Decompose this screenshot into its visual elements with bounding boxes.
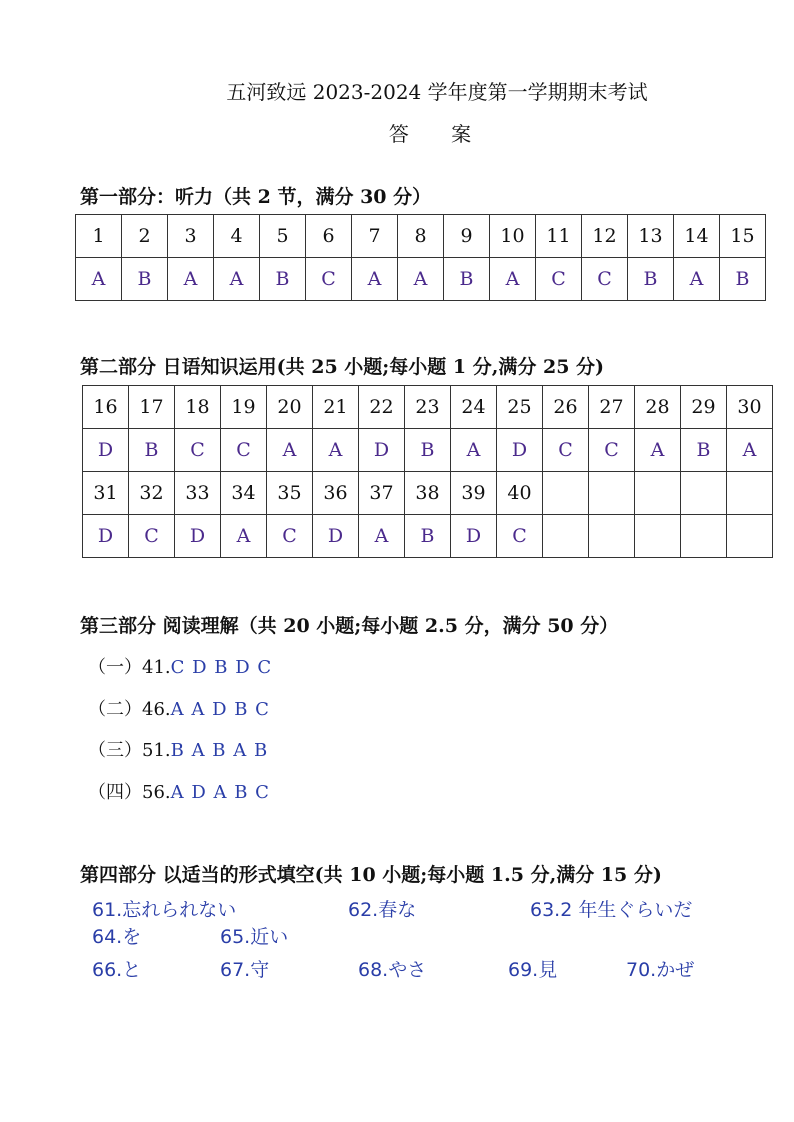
- answer-cell: B: [260, 258, 306, 301]
- answer-cell: D: [451, 515, 497, 558]
- answer-cell: D: [313, 515, 359, 558]
- question-number-cell: 36: [313, 472, 359, 515]
- answer-cell: C: [175, 429, 221, 472]
- answer-cell: [589, 515, 635, 558]
- table-row: [76, 215, 766, 258]
- answer-cell: A: [352, 258, 398, 301]
- fill-answer-65: 65.近い: [220, 926, 289, 948]
- question-number-cell: 38: [405, 472, 451, 515]
- answer-cell: B: [628, 258, 674, 301]
- answer-cell: C: [221, 429, 267, 472]
- answer-cell: C: [129, 515, 175, 558]
- fill-answer-66: 66.と: [92, 959, 142, 981]
- table-row: [83, 386, 773, 429]
- question-number-cell: 23: [405, 386, 451, 429]
- answer-cell: [681, 515, 727, 558]
- answer-cell: A: [398, 258, 444, 301]
- answer-cell: B: [681, 429, 727, 472]
- reading-answer-row: [88, 778, 270, 804]
- answer-cell: C: [306, 258, 352, 301]
- reading-answers: C D B D C: [170, 657, 273, 678]
- answer-cell: A: [674, 258, 720, 301]
- answer-cell: A: [635, 429, 681, 472]
- question-number-cell: 26: [543, 386, 589, 429]
- part3-heading: 第三部分 阅读理解（共 20 小题;每小题 2.5 分，满分 50 分）: [80, 615, 619, 637]
- answer-cell: D: [83, 429, 129, 472]
- answer-cell: A: [168, 258, 214, 301]
- answer-cell: A: [76, 258, 122, 301]
- question-number-cell: 28: [635, 386, 681, 429]
- question-number-cell: 34: [221, 472, 267, 515]
- fill-answer-70: 70.かぜ: [626, 959, 695, 981]
- part4-heading: 第四部分 以适当的形式填空(共 10 小题;每小题 1.5 分,满分 15 分): [80, 864, 662, 886]
- question-number-cell: 7: [352, 215, 398, 258]
- question-number-cell: [681, 472, 727, 515]
- part1-heading: 第一部分：听力（共 2 节，满分 30 分）: [80, 186, 432, 208]
- question-number-cell: 3: [168, 215, 214, 258]
- fill-answer-62: 62.春な: [348, 899, 417, 921]
- question-number-cell: [589, 472, 635, 515]
- answer-cell: C: [536, 258, 582, 301]
- question-number-cell: 4: [214, 215, 260, 258]
- answer-cell: D: [83, 515, 129, 558]
- question-number-cell: 31: [83, 472, 129, 515]
- reading-label: （二）46.: [88, 699, 171, 720]
- answer-cell: A: [727, 429, 773, 472]
- reading-answer-row: [88, 695, 270, 721]
- answer-cell: C: [267, 515, 313, 558]
- question-number-cell: 39: [451, 472, 497, 515]
- answer-cell: B: [405, 429, 451, 472]
- question-number-cell: 22: [359, 386, 405, 429]
- question-number-cell: 33: [175, 472, 221, 515]
- question-number-cell: 40: [497, 472, 543, 515]
- question-number-cell: 32: [129, 472, 175, 515]
- answer-cell: A: [490, 258, 536, 301]
- fill-answer-61: 61.忘れられない: [92, 899, 237, 921]
- question-number-cell: 12: [582, 215, 628, 258]
- answer-cell: B: [122, 258, 168, 301]
- question-number-cell: [727, 472, 773, 515]
- answer-cell: A: [359, 515, 405, 558]
- question-number-cell: 14: [674, 215, 720, 258]
- answer-subtitle: 答 案: [388, 122, 490, 146]
- answer-cell: D: [175, 515, 221, 558]
- answer-cell: A: [267, 429, 313, 472]
- part1-answer-table: [75, 214, 766, 301]
- table-row: [76, 258, 766, 301]
- answer-cell: A: [313, 429, 359, 472]
- question-number-cell: 17: [129, 386, 175, 429]
- reading-label: （四）56.: [88, 782, 171, 803]
- question-number-cell: [635, 472, 681, 515]
- question-number-cell: 25: [497, 386, 543, 429]
- question-number-cell: 13: [628, 215, 674, 258]
- answer-cell: C: [582, 258, 628, 301]
- fill-answer-69: 69.見: [508, 959, 558, 981]
- question-number-cell: 15: [720, 215, 766, 258]
- answer-cell: A: [221, 515, 267, 558]
- question-number-cell: 37: [359, 472, 405, 515]
- question-number-cell: 10: [490, 215, 536, 258]
- reading-answers: B A B A B: [170, 740, 269, 761]
- answer-cell: B: [129, 429, 175, 472]
- question-number-cell: 5: [260, 215, 306, 258]
- answer-cell: [635, 515, 681, 558]
- answer-cell: D: [359, 429, 405, 472]
- answer-cell: B: [444, 258, 490, 301]
- fill-answer-64: 64.を: [92, 926, 142, 948]
- answer-cell: B: [405, 515, 451, 558]
- reading-answers: A D A B C: [170, 782, 270, 803]
- question-number-cell: 16: [83, 386, 129, 429]
- reading-label: （三）51.: [88, 740, 171, 761]
- answer-cell: B: [720, 258, 766, 301]
- table-row: [83, 472, 773, 515]
- question-number-cell: 30: [727, 386, 773, 429]
- question-number-cell: 2: [122, 215, 168, 258]
- reading-label: （一）41.: [88, 657, 171, 678]
- question-number-cell: 20: [267, 386, 313, 429]
- fill-answer-67: 67.守: [220, 959, 270, 981]
- table-row: [83, 515, 773, 558]
- reading-answer-row: [88, 736, 268, 762]
- question-number-cell: 19: [221, 386, 267, 429]
- answer-cell: A: [214, 258, 260, 301]
- fill-answer-63: 63.2 年生ぐらいだ: [530, 899, 693, 921]
- question-number-cell: 6: [306, 215, 352, 258]
- question-number-cell: 35: [267, 472, 313, 515]
- question-number-cell: 27: [589, 386, 635, 429]
- question-number-cell: 8: [398, 215, 444, 258]
- reading-answers: A A D B C: [170, 699, 270, 720]
- answer-cell: C: [589, 429, 635, 472]
- question-number-cell: 21: [313, 386, 359, 429]
- table-row: [83, 429, 773, 472]
- exam-title: 五河致远 2023-2024 学年度第一学期期末考试: [226, 80, 648, 104]
- answer-cell: [727, 515, 773, 558]
- part2-heading: 第二部分 日语知识运用(共 25 小题;每小题 1 分,满分 25 分): [80, 356, 605, 378]
- part2-answer-table: [82, 385, 773, 558]
- fill-answer-68: 68.やさ: [358, 959, 427, 981]
- answer-cell: A: [451, 429, 497, 472]
- question-number-cell: [543, 472, 589, 515]
- question-number-cell: 11: [536, 215, 582, 258]
- answer-cell: [543, 515, 589, 558]
- answer-cell: D: [497, 429, 543, 472]
- answer-cell: C: [543, 429, 589, 472]
- answer-cell: C: [497, 515, 543, 558]
- question-number-cell: 1: [76, 215, 122, 258]
- question-number-cell: 9: [444, 215, 490, 258]
- question-number-cell: 29: [681, 386, 727, 429]
- question-number-cell: 24: [451, 386, 497, 429]
- reading-answer-row: [88, 653, 272, 679]
- question-number-cell: 18: [175, 386, 221, 429]
